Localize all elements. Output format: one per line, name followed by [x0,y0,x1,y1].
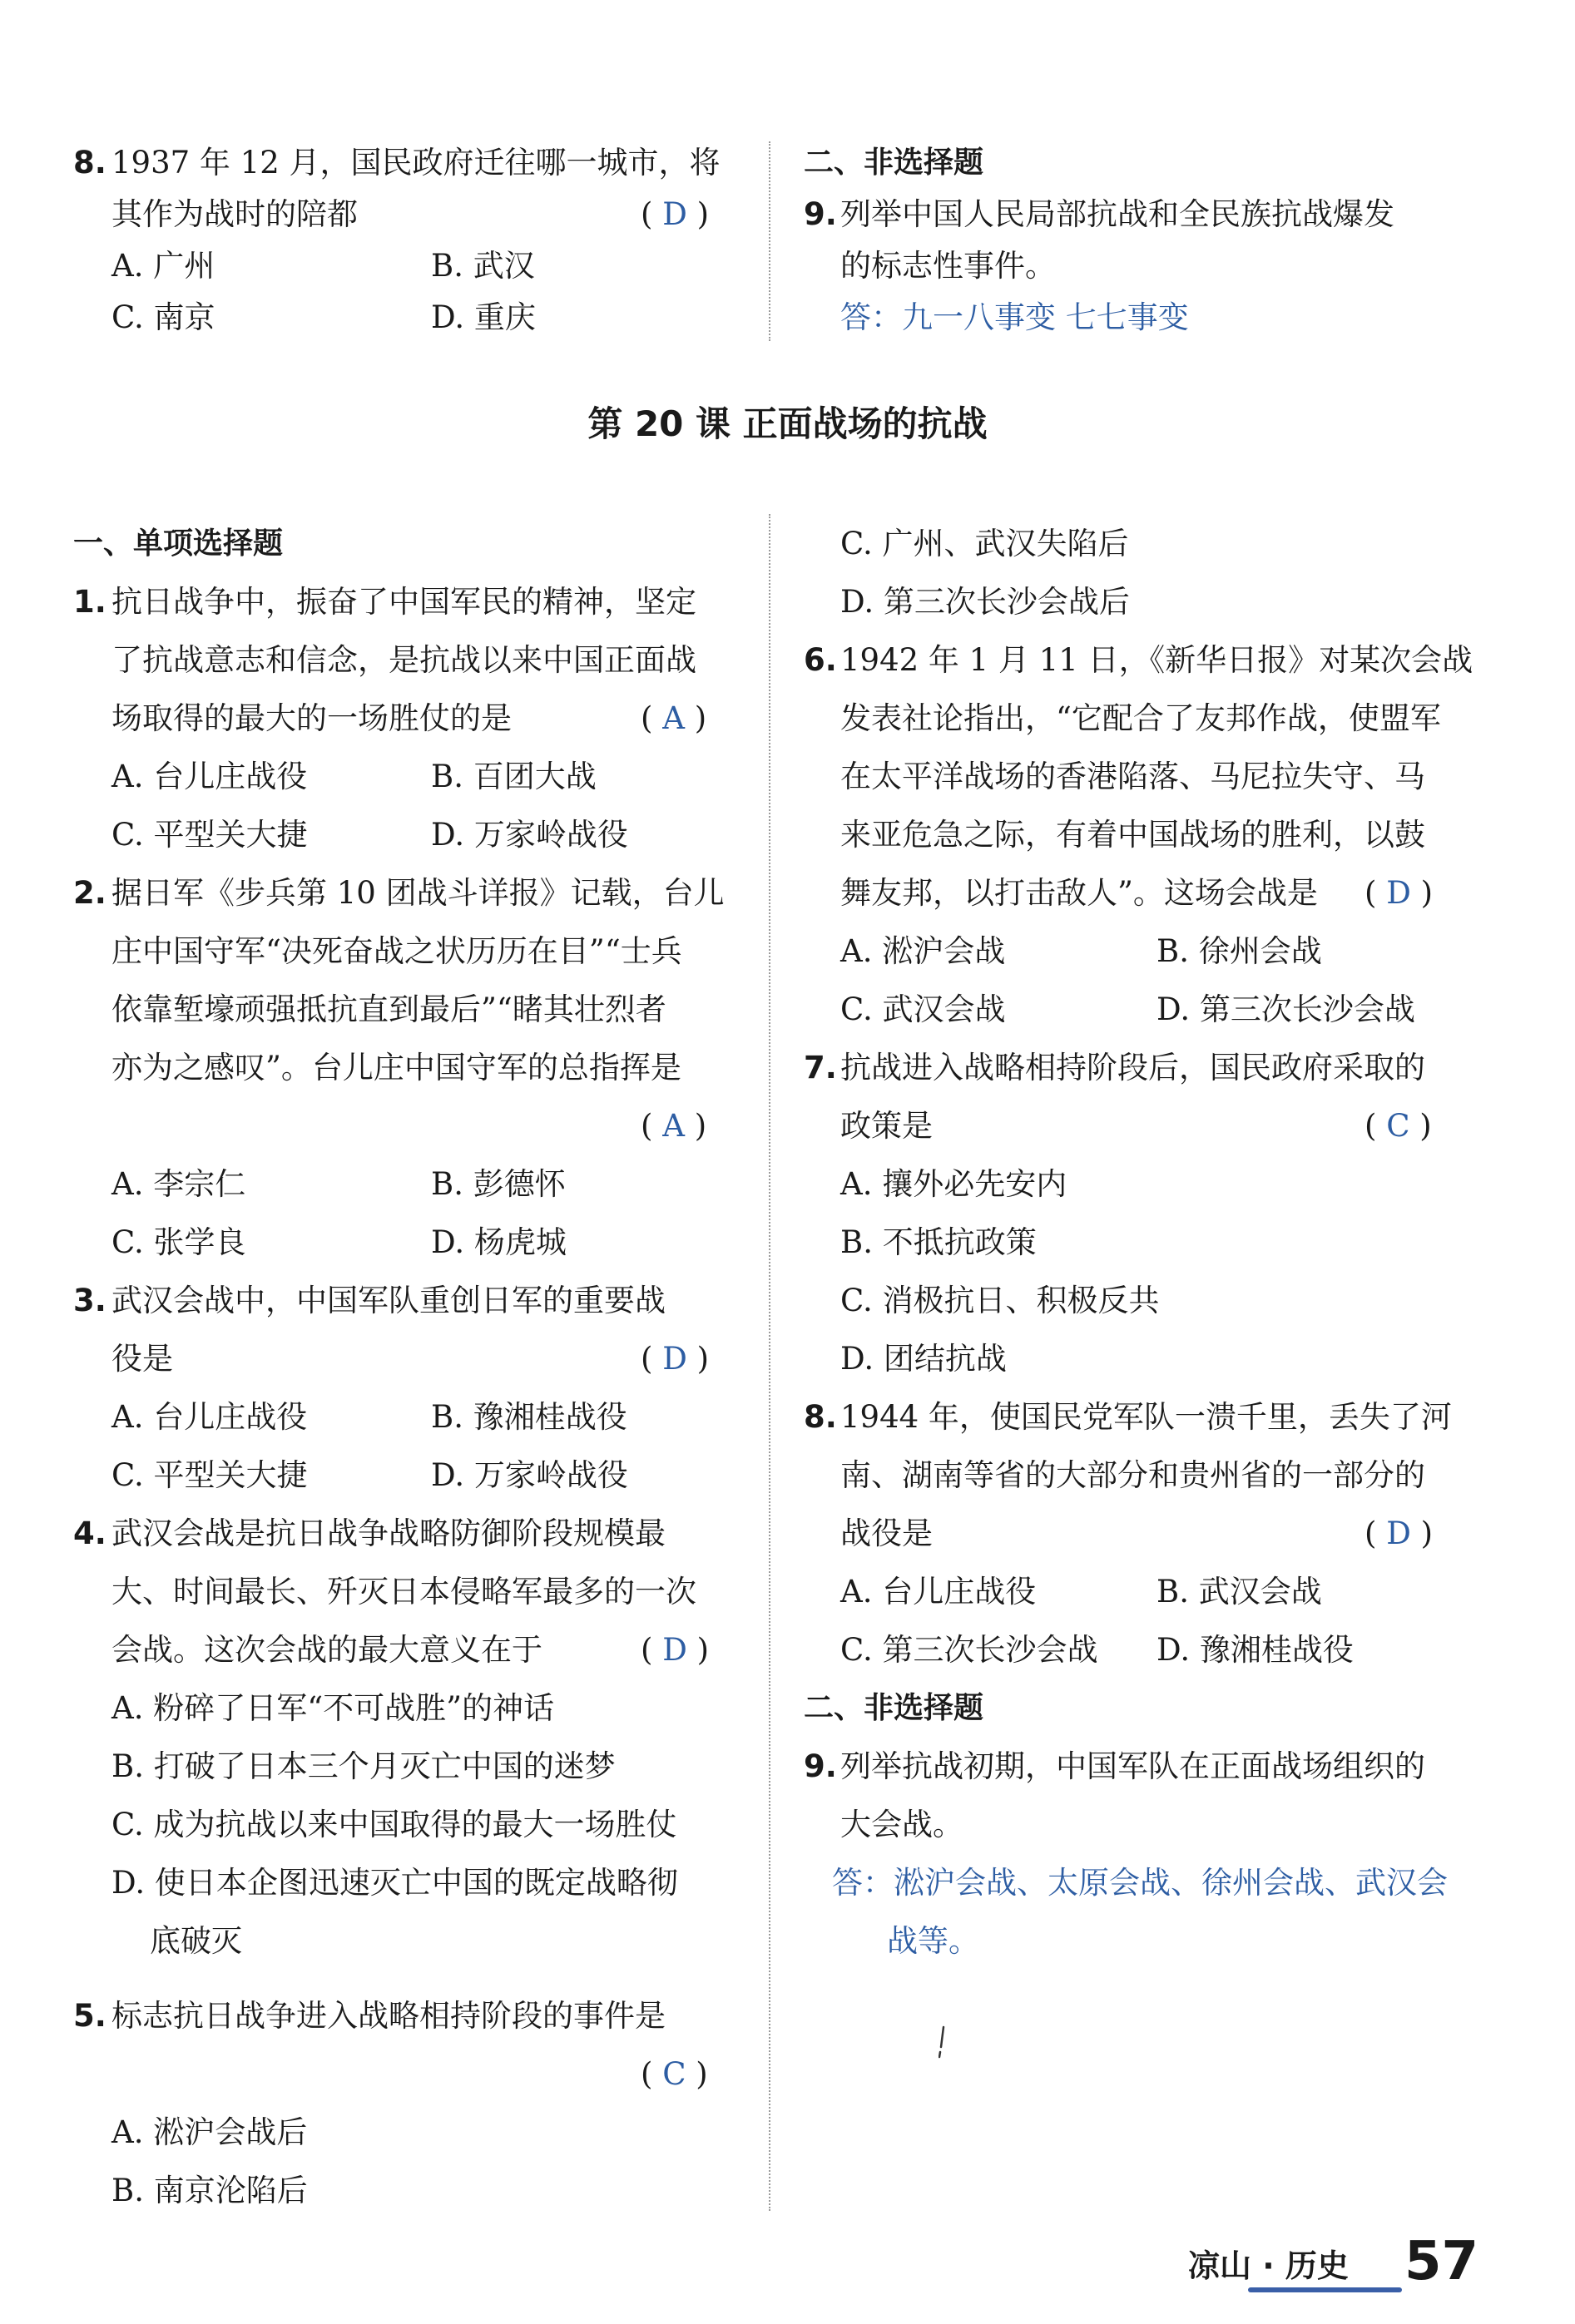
question-text: 役是 [111,1341,173,1377]
question-text: 会战。这次会战的最大意义在于 [111,1632,542,1668]
option: C. 南京 [111,299,215,335]
option: B. 武汉会战 [1156,1574,1322,1609]
question-number: 5. [73,1998,106,2034]
answer-letter: D [1386,1516,1411,1551]
option: C. 成为抗战以来中国取得的最大一场胜仗 [111,1807,677,1842]
question-number: 9. [804,1748,837,1784]
column-divider [769,514,770,2211]
answer-paren: ( A ) [641,1108,707,1144]
option: C. 平型关大捷 [111,817,308,853]
option: B. 武汉 [431,248,535,284]
question-text: 发表社论指出，“它配合了友邦作战，使盟军 [840,700,1441,736]
column-divider [769,141,770,341]
option: C. 平型关大捷 [111,1457,308,1493]
section-heading: 二、非选择题 [804,1691,984,1725]
option: D. 使日本企图迅速灭亡中国的既定战略彻 [111,1865,678,1901]
section-heading: 二、非选择题 [804,146,984,180]
question-text: 列举抗战初期，中国军队在正面战场组织的 [840,1748,1425,1784]
question-text: 来亚危急之际，有着中国战场的胜利，以鼓 [840,817,1425,853]
option: A. 台儿庄战役 [111,1399,308,1435]
footer-label: 凉山 · 历史 [1188,2247,1349,2284]
option: A. 李宗仁 [111,1166,246,1202]
question-number: 8. [804,1399,837,1435]
answer-paren: ( D ) [1365,875,1434,911]
answer-paren: ( A ) [641,700,707,736]
question-number: 4. [73,1516,106,1551]
option: C. 武汉会战 [840,991,1006,1027]
answer-paren: ( D ) [641,196,710,232]
answer-paren: ( D ) [1365,1516,1434,1551]
question-text: 舞友邦，以打击敌人”。这场会战是 [840,875,1318,911]
pen-mark [939,2025,945,2059]
question-text: 场取得的最大的一场胜仗的是 [111,700,512,736]
answer-letter: A [662,1108,685,1144]
answer-paren: ( D ) [641,1632,710,1668]
question-text: 抗日战争中，振奋了中国军民的精神，坚定 [111,584,696,620]
option: C. 张学良 [111,1224,246,1260]
option: B. 不抵抗政策 [840,1224,1037,1260]
option: B. 豫湘桂战役 [431,1399,627,1435]
option: C. 消极抗日、积极反共 [840,1283,1160,1318]
question-number: 2. [73,875,106,911]
question-number: 1. [73,584,106,620]
answer-letter: D [662,196,687,232]
option: D. 团结抗战 [840,1341,1007,1377]
question-number: 8. [73,145,106,180]
option: B. 南京沦陷后 [111,2173,308,2208]
answer-paren: ( D ) [641,1341,710,1377]
answer-letter: C [1386,1108,1410,1144]
question-number: 3. [73,1283,106,1318]
question-text: 政策是 [840,1108,933,1144]
question-text: 依靠堑壕顽强抵抗直到最后”“睹其壮烈者 [111,991,666,1027]
option: B. 彭德怀 [431,1166,566,1202]
option: D. 万家岭战役 [431,817,628,853]
question-text: 战役是 [840,1516,933,1551]
question-text: 武汉会战中，中国军队重创日军的重要战 [111,1283,666,1318]
option: B. 百团大战 [431,759,597,794]
question-number: 9. [804,196,837,232]
answer-letter: C [662,2056,686,2092]
question-text: 据日军《步兵第 10 团战斗详报》记载，台儿 [111,875,725,911]
question-text: 南、湖南等省的大部分和贵州省的一部分的 [840,1457,1425,1493]
option: C. 广州、武汉失陷后 [840,526,1129,561]
option: B. 打破了日本三个月灭亡中国的迷梦 [111,1748,616,1784]
question-text: 武汉会战是抗日战争战略防御阶段规模最 [111,1516,666,1551]
answer-letter: D [1386,875,1411,911]
question-text: 了抗战意志和信念，是抗战以来中国正面战 [111,642,696,678]
option: A. 粉碎了日军“不可战胜”的神话 [111,1690,555,1726]
option: C. 第三次长沙会战 [840,1632,1098,1668]
option: D. 杨虎城 [431,1224,567,1260]
answer-text: 答：九一八事变 七七事变 [840,299,1189,335]
question-text: 大会战。 [840,1807,963,1842]
option: D. 豫湘桂战役 [1156,1632,1354,1668]
answer-text: 答：淞沪会战、太原会战、徐州会战、武汉会 [832,1865,1448,1901]
question-text: 1944 年，使国民党军队一溃千里，丢失了河 [840,1399,1452,1435]
option: D. 万家岭战役 [431,1457,628,1493]
question-number: 7. [804,1050,837,1085]
option: 底破灭 [150,1923,242,1959]
option: B. 徐州会战 [1156,933,1322,969]
question-text: 其作为战时的陪都 [111,196,358,232]
question-text: 在太平洋战场的香港陷落、马尼拉失守、马 [840,759,1425,794]
question-text: 1937 年 12 月，国民政府迁往哪一城市，将 [111,145,721,180]
question-text: 标志抗日战争进入战略相持阶段的事件是 [111,1998,666,2034]
lesson-title: 第 20 课 正面战场的抗战 [587,403,988,444]
option: D. 第三次长沙会战 [1156,991,1415,1027]
option: D. 重庆 [431,299,536,335]
option: A. 台儿庄战役 [111,759,308,794]
question-number: 6. [804,642,837,678]
option: A. 淞沪会战 [840,933,1006,969]
section-heading: 一、单项选择题 [73,527,284,561]
question-text: 1942 年 1 月 11 日，《新华日报》对某次会战 [840,642,1473,678]
answer-paren: ( C ) [641,2056,708,2092]
option: A. 台儿庄战役 [840,1574,1037,1609]
option: A. 广州 [111,248,215,284]
question-text: 庄中国守军“决死奋战之状历历在目”“士兵 [111,933,682,969]
question-text: 列举中国人民局部抗战和全民族抗战爆发 [840,196,1394,232]
question-text: 亦为之感叹”。台儿庄中国守军的总指挥是 [111,1050,681,1085]
answer-paren: ( C ) [1365,1108,1432,1144]
answer-letter: A [662,700,685,736]
option: D. 第三次长沙会战后 [840,584,1130,620]
answer-text: 战等。 [887,1923,979,1959]
answer-letter: D [662,1632,687,1668]
question-text: 抗战进入战略相持阶段后，国民政府采取的 [840,1050,1425,1085]
option: A. 淞沪会战后 [111,2114,308,2150]
question-text: 的标志性事件。 [840,248,1056,284]
page-number: 57 [1404,2231,1479,2292]
footer-rule [1248,2287,1402,2292]
answer-letter: D [662,1341,687,1377]
question-text: 大、时间最长、歼灭日本侵略军最多的一次 [111,1574,696,1609]
option: A. 攘外必先安内 [840,1166,1067,1202]
